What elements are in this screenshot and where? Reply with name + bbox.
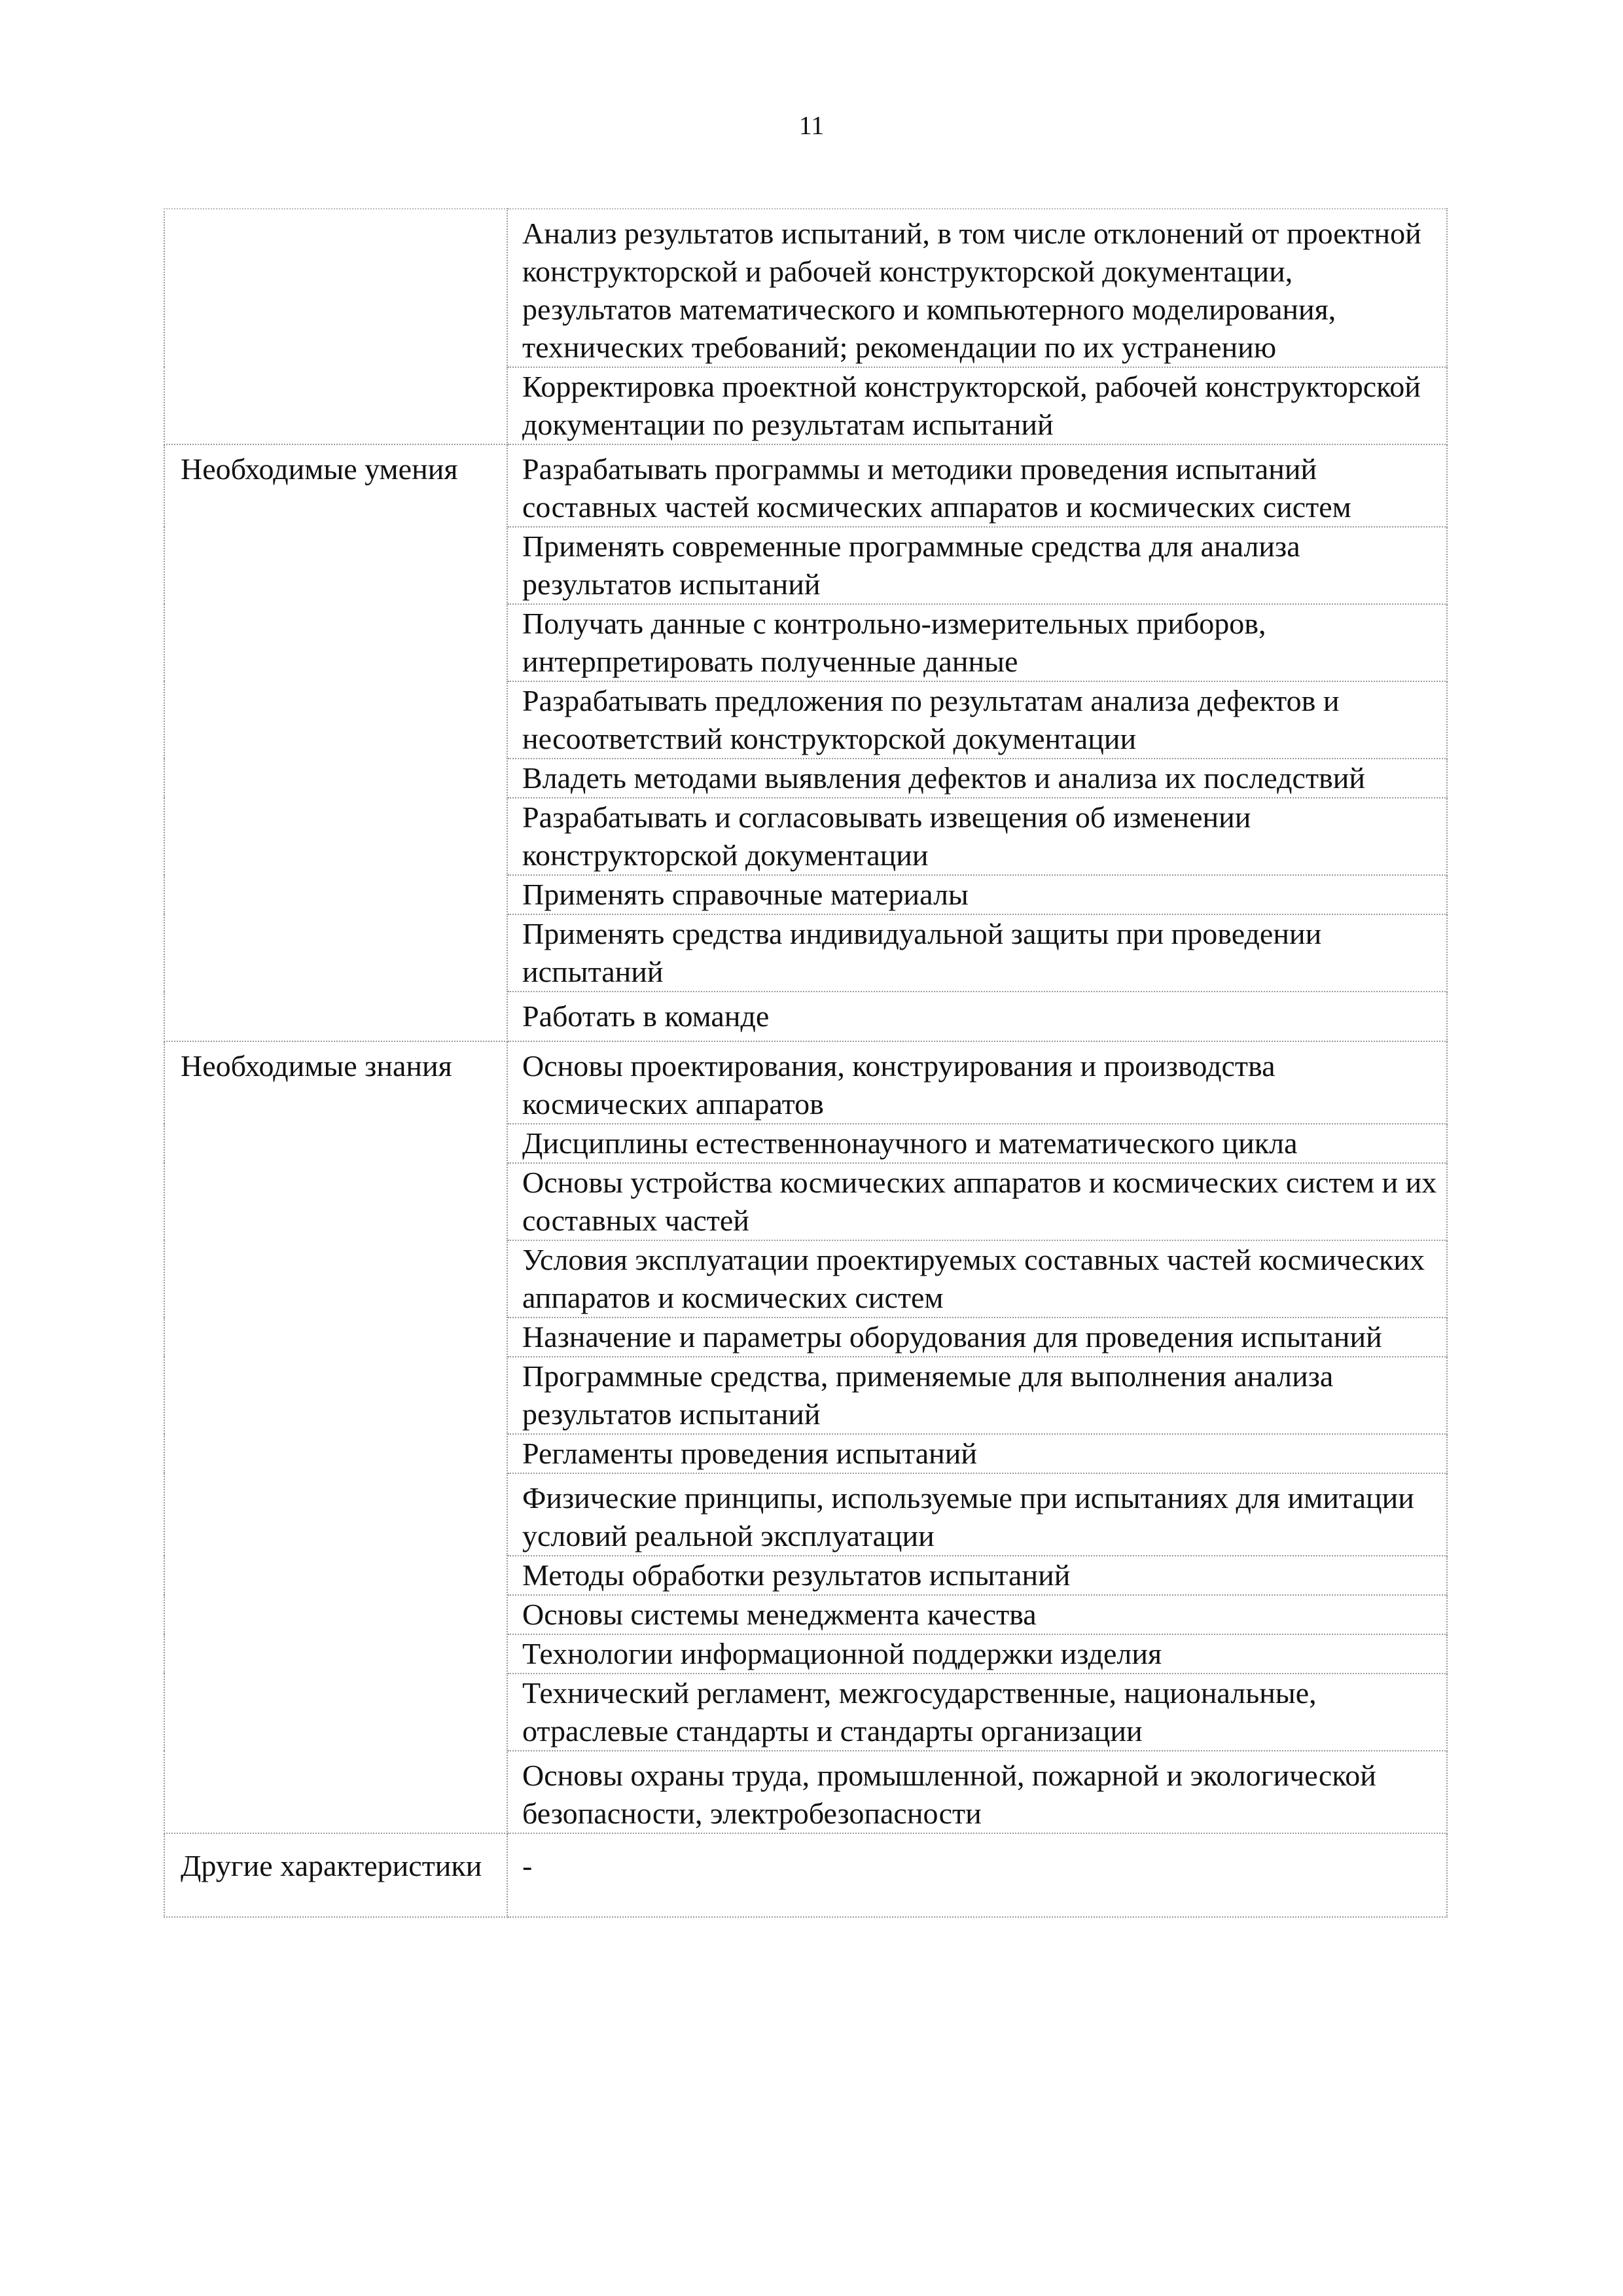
table-row: [164, 444, 1447, 527]
skill-item: Владеть методами выявления дефектов и анализа их последствий: [507, 759, 1447, 798]
knowledge-item: Регламенты проведения испытаний: [507, 1434, 1447, 1473]
knowledge-item: Технический регламент, межгосударственные, национальные, отраслевые стандарты и стандарты организации: [507, 1674, 1447, 1751]
knowledge-item: Основы проектирования, конструирования и производства космических аппаратов: [507, 1041, 1447, 1124]
skill-item: Разрабатывать программы и методики проведения испытаний составных частей космических аппаратов и космических систем: [507, 444, 1447, 527]
skill-item: Работать в команде: [507, 992, 1447, 1041]
continuation-item: Анализ результатов испытаний, в том числе отклонений от проектной конструкторской и рабочей конструкторской документации, результатов математического и компьютерного моделирования, технических требований; рекомендации по их устранению: [507, 209, 1447, 367]
skill-item: Получать данные с контрольно-измерительных приборов, интерпретировать полученные данные: [507, 604, 1447, 681]
knowledge-item: Основы системы менеджмента качества: [507, 1595, 1447, 1634]
other-label: Другие характеристики: [164, 1833, 507, 1917]
skills-label: Необходимые умения: [164, 444, 507, 1041]
characteristics-table: [164, 208, 1448, 1918]
knowledge-item: Назначение и параметры оборудования для проведения испытаний: [507, 1318, 1447, 1357]
skill-item: Применять средства индивидуальной защиты при проведении испытаний: [507, 914, 1447, 992]
skill-item: Разрабатывать предложения по результатам анализа дефектов и несоответствий конструкторской документации: [507, 681, 1447, 759]
knowledge-item: Технологии информационной поддержки изделия: [507, 1634, 1447, 1674]
knowledge-item: Основы устройства космических аппаратов и космических систем и их составных частей: [507, 1163, 1447, 1240]
knowledge-item: Физические принципы, используемые при испытаниях для имитации условий реальной эксплуатации: [507, 1473, 1447, 1556]
knowledge-item: Методы обработки результатов испытаний: [507, 1556, 1447, 1595]
table-row: [164, 209, 1447, 367]
skill-item: Разрабатывать и согласовывать извещения об изменении конструкторской документации: [507, 798, 1447, 875]
empty-label-cell: [164, 209, 507, 444]
continuation-item: Корректировка проектной конструкторской, рабочей конструкторской документации по результатам испытаний: [507, 367, 1447, 444]
table-row: [164, 1041, 1447, 1124]
other-value: -: [507, 1833, 1447, 1917]
knowledge-item: Основы охраны труда, промышленной, пожарной и экологической безопасности, электробезопасности: [507, 1751, 1447, 1833]
skill-item: Применять справочные материалы: [507, 875, 1447, 914]
knowledge-item: Программные средства, применяемые для выполнения анализа результатов испытаний: [507, 1357, 1447, 1434]
knowledge-item: Дисциплины естественнонаучного и математического цикла: [507, 1124, 1447, 1163]
page-number: 11: [798, 111, 825, 140]
knowledge-label: Необходимые знания: [164, 1041, 507, 1833]
skill-item: Применять современные программные средства для анализа результатов испытаний: [507, 527, 1447, 604]
knowledge-item: Условия эксплуатации проектируемых составных частей космических аппаратов и космических систем: [507, 1240, 1447, 1318]
table-row: [164, 1833, 1447, 1917]
